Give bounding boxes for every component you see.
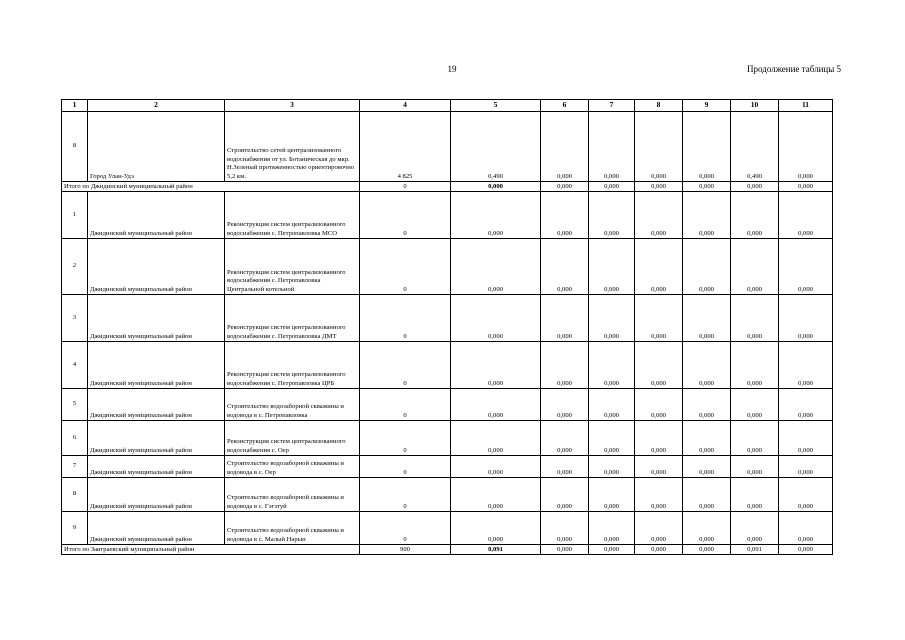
value-cell-c9: 0,000 [683,342,731,389]
total-label: Итого по Джидинский муниципальный район [62,182,360,192]
column-header: 4 [360,100,451,112]
value-cell-c4: 0 [360,456,451,478]
value-cell-c9: 0,000 [683,512,731,545]
column-header: 5 [451,100,541,112]
value-cell-c7: 0,000 [589,239,635,295]
value-cell-c11: 0,000 [779,389,833,421]
column-header: 10 [731,100,779,112]
table-row [62,192,833,239]
table-row [62,342,833,389]
column-header: 11 [779,100,833,112]
value-cell-c10: 0,000 [731,182,779,192]
value-cell-c4: 0 [360,342,451,389]
row-number: 8 [62,112,88,182]
value-cell-c5: 0,000 [451,192,541,239]
value-cell-c7: 0,000 [589,545,635,555]
district-cell: Джидинский муниципальный район [88,295,225,342]
row-number: 9 [62,512,88,545]
value-cell-c8: 0,000 [635,112,683,182]
value-cell-c4: 0 [360,512,451,545]
value-cell-c8: 0,000 [635,512,683,545]
value-cell-c6: 0,000 [541,239,589,295]
project-cell: Реконструкция систем централизованного водоснабжения с. Петропавловка МСО [225,192,360,239]
value-cell-c8: 0,000 [635,182,683,192]
value-cell-c4: 0 [360,295,451,342]
value-cell-c8: 0,000 [635,342,683,389]
value-cell-c11: 0,000 [779,112,833,182]
value-cell-c9: 0,000 [683,295,731,342]
value-cell-c5: 0,490 [451,112,541,182]
column-header: 7 [589,100,635,112]
value-cell-c11: 0,000 [779,182,833,192]
table-row [62,389,833,421]
value-cell-c9: 0,000 [683,478,731,512]
value-cell-c10: 0,000 [731,478,779,512]
district-cell: Джидинский муниципальный район [88,456,225,478]
value-cell-c11: 0,000 [779,512,833,545]
value-cell-c9: 0,000 [683,182,731,192]
row-number: 8 [62,478,88,512]
value-cell-c11: 0,000 [779,192,833,239]
page-number: 19 [447,64,457,74]
value-cell-c5: 0,000 [451,239,541,295]
value-cell-c7: 0,000 [589,192,635,239]
value-cell-c4: 0 [360,182,451,192]
value-cell-c10: 0,000 [731,512,779,545]
value-cell-c11: 0,000 [779,239,833,295]
table-row [62,295,833,342]
column-header: 8 [635,100,683,112]
value-cell-c7: 0,000 [589,342,635,389]
project-cell: Реконструкция систем централизованного водоснабжения с. Петропавловка Центральной котельной [225,239,360,295]
value-cell-c9: 0,000 [683,456,731,478]
row-number: 5 [62,389,88,421]
value-cell-c5: 0,000 [451,456,541,478]
district-cell: Джидинский муниципальный район [88,512,225,545]
column-header: 6 [541,100,589,112]
district-cell: Джидинский муниципальный район [88,421,225,456]
table-row [62,456,833,478]
column-header: 2 [88,100,225,112]
value-cell-c6: 0,000 [541,478,589,512]
value-cell-c6: 0,000 [541,545,589,555]
value-cell-c11: 0,000 [779,295,833,342]
value-cell-c8: 0,000 [635,456,683,478]
value-cell-c8: 0,000 [635,478,683,512]
project-cell: Реконструкция систем централизованного водоснабжения с. Оер [225,421,360,456]
value-cell-c9: 0,000 [683,239,731,295]
value-cell-c6: 0,000 [541,421,589,456]
value-cell-c5: 0,000 [451,389,541,421]
table-row [62,512,833,545]
value-cell-c6: 0,000 [541,512,589,545]
value-cell-c6: 0,000 [541,192,589,239]
table-header-row [62,100,833,112]
value-cell-c5: 0,000 [451,421,541,456]
value-cell-c11: 0,000 [779,421,833,456]
value-cell-c10: 0,490 [731,112,779,182]
value-cell-c7: 0,000 [589,512,635,545]
value-cell-c5: 0,000 [451,512,541,545]
value-cell-c5: 0,091 [451,545,541,555]
district-cell: Джидинский муниципальный район [88,478,225,512]
value-cell-c7: 0,000 [589,295,635,342]
value-cell-c10: 0,000 [731,456,779,478]
table-row [62,239,833,295]
value-cell-c10: 0,000 [731,342,779,389]
value-cell-c4: 900 [360,545,451,555]
table-row [62,421,833,456]
value-cell-c10: 0,000 [731,389,779,421]
project-cell: Реконструкция систем централизованного водоснабжения с. Петропавловка ЦРБ [225,342,360,389]
value-cell-c9: 0,000 [683,192,731,239]
district-cell: Джидинский муниципальный район [88,192,225,239]
value-cell-c9: 0,000 [683,545,731,555]
value-cell-c11: 0,000 [779,545,833,555]
district-cell: Джидинский муниципальный район [88,342,225,389]
value-cell-c9: 0,000 [683,112,731,182]
table-row [62,112,833,182]
project-cell: Строительство водозаборной скважины и водовода в с. Гэгэтуй [225,478,360,512]
value-cell-c9: 0,000 [683,389,731,421]
value-cell-c6: 0,000 [541,456,589,478]
value-cell-c8: 0,000 [635,421,683,456]
table-total-row [62,545,833,555]
row-number: 3 [62,295,88,342]
value-cell-c10: 0,000 [731,421,779,456]
row-number: 7 [62,456,88,478]
value-cell-c6: 0,000 [541,295,589,342]
value-cell-c7: 0,000 [589,421,635,456]
value-cell-c7: 0,000 [589,182,635,192]
table-total-row [62,182,833,192]
value-cell-c10: 0,000 [731,239,779,295]
project-cell: Строительство сетей централизованного водоснабжения от ул. Ботаническая до мкр. Н.Зеленый протяженностью ориентировочно 5,2 км. [225,112,360,182]
value-cell-c8: 0,000 [635,389,683,421]
value-cell-c5: 0,000 [451,342,541,389]
column-header: 3 [225,100,360,112]
row-number: 1 [62,192,88,239]
value-cell-c8: 0,000 [635,295,683,342]
value-cell-c4: 4 825 [360,112,451,182]
value-cell-c4: 0 [360,478,451,512]
value-cell-c7: 0,000 [589,389,635,421]
value-cell-c7: 0,000 [589,456,635,478]
row-number: 6 [62,421,88,456]
value-cell-c10: 0,000 [731,295,779,342]
value-cell-c4: 0 [360,192,451,239]
row-number: 2 [62,239,88,295]
value-cell-c6: 0,000 [541,389,589,421]
district-cell: Джидинский муниципальный район [88,389,225,421]
value-cell-c6: 0,000 [541,112,589,182]
value-cell-c10: 0,091 [731,545,779,555]
value-cell-c4: 0 [360,389,451,421]
project-cell: Реконструкция систем централизованного водоснабжения с. Петропавловка ДМТ [225,295,360,342]
value-cell-c11: 0,000 [779,342,833,389]
continuation-label: Продолжение таблицы 5 [747,64,841,74]
total-label: Итого по Заиграевский муниципальный район [62,545,360,555]
column-header: 1 [62,100,88,112]
value-cell-c5: 0,000 [451,295,541,342]
value-cell-c4: 0 [360,239,451,295]
value-cell-c7: 0,000 [589,478,635,512]
column-header: 9 [683,100,731,112]
value-cell-c11: 0,000 [779,456,833,478]
project-cell: Строительство водозаборной скважины и водовода в с. Оер [225,456,360,478]
value-cell-c6: 0,000 [541,342,589,389]
value-cell-c5: 0,000 [451,182,541,192]
project-cell: Строительство водозаборной скважины и водовода в с. Петропавловка [225,389,360,421]
value-cell-c8: 0,000 [635,545,683,555]
value-cell-c4: 0 [360,421,451,456]
value-cell-c8: 0,000 [635,192,683,239]
project-cell: Строительство водозаборной скважины и водовода в с. Малый Нарын [225,512,360,545]
value-cell-c6: 0,000 [541,182,589,192]
data-table [61,99,833,555]
table-row [62,478,833,512]
value-cell-c10: 0,000 [731,192,779,239]
value-cell-c5: 0,000 [451,478,541,512]
row-number: 4 [62,342,88,389]
value-cell-c11: 0,000 [779,478,833,512]
value-cell-c8: 0,000 [635,239,683,295]
value-cell-c9: 0,000 [683,421,731,456]
value-cell-c7: 0,000 [589,112,635,182]
district-cell: Джидинский муниципальный район [88,239,225,295]
district-cell: Город Улан-Удэ [88,112,225,182]
